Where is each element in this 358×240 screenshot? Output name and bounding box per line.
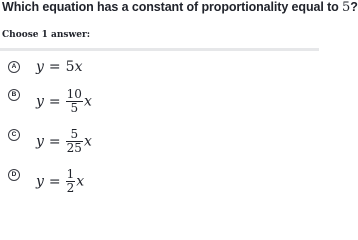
choice-b[interactable] — [0, 86, 319, 122]
choice-c-variable: x — [83, 133, 92, 150]
choice-b-fraction — [66, 88, 83, 115]
choice-b-variable: x — [83, 93, 92, 110]
choice-c-denominator: 25 — [66, 141, 82, 155]
choice-d-fraction — [66, 168, 76, 195]
choice-c-numerator: 5 — [70, 127, 79, 141]
choice-b-numerator: 10 — [66, 87, 82, 101]
choice-b-denominator: 5 — [66, 101, 83, 115]
choice-d-denominator: 2 — [66, 181, 75, 195]
choice-d-equation — [36, 168, 84, 195]
choice-a-lhs: y — [36, 59, 44, 75]
question-prompt: Which equation has a constant of proportionality equal to — [2, 0, 339, 14]
question-mark: ? — [350, 0, 358, 14]
divider — [0, 48, 319, 51]
instruction-label: Choose 1 answer: — [2, 30, 91, 40]
question-text — [2, 0, 358, 15]
choice-a-equation — [36, 59, 82, 75]
choice-a[interactable] — [0, 58, 319, 80]
choice-a-bubble[interactable]: A — [8, 61, 20, 73]
choice-d-lhs: y — [36, 173, 44, 190]
choice-d-variable: x — [76, 173, 85, 190]
choice-d-numerator: 1 — [66, 167, 75, 181]
choice-b-equation — [36, 88, 92, 115]
choice-d[interactable] — [0, 166, 319, 202]
choice-b-lhs: y — [36, 93, 44, 110]
choice-d-bubble[interactable]: D — [8, 169, 20, 181]
choice-b-bubble[interactable]: B — [8, 89, 20, 101]
choice-b-equals: = — [48, 93, 61, 110]
choice-a-variable: x — [74, 59, 83, 75]
choice-c-lhs: y — [36, 133, 44, 150]
choice-a-coefficient: 5 — [65, 59, 75, 75]
question-value: 5 — [342, 0, 351, 15]
choice-a-equals: = — [48, 59, 61, 75]
choice-c[interactable] — [0, 126, 319, 162]
choice-c-equation — [36, 128, 92, 155]
choice-d-equals: = — [48, 173, 61, 190]
choice-c-equals: = — [48, 133, 61, 150]
choice-c-bubble[interactable]: C — [8, 129, 20, 141]
choice-c-fraction — [66, 128, 83, 155]
